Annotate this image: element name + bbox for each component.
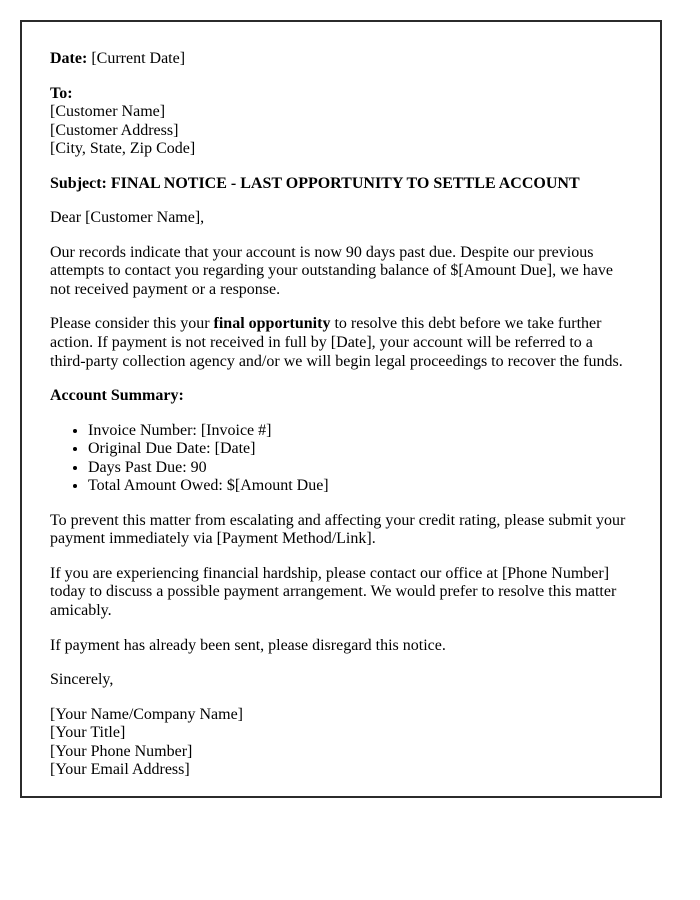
to-label: To: xyxy=(50,84,73,102)
paragraph-financial-hardship: If you are experiencing financial hardship, please contact our office at [Phone Number] today to discuss a possible payment arrangement. We would prefer to resolve this matter amicably. xyxy=(50,564,617,620)
recipient-name: [Customer Name] xyxy=(50,103,166,121)
account-summary-list xyxy=(50,422,632,496)
paragraph-credit-rating: To prevent this matter from escalating and affecting your credit rating, please submit your payment immediately via [Payment Method/Link]. xyxy=(50,511,626,548)
signature-title: [Your Title] xyxy=(50,724,126,742)
salutation: Dear [Customer Name], xyxy=(50,209,205,227)
date-value: [Current Date] xyxy=(91,50,186,67)
final-opportunity-text-post: to resolve this debt before we take further action. If payment is not received in full by [Date], your account will be referred to a third-party collection agency and/or we will begin legal proceedings to recover the funds. xyxy=(50,315,623,370)
account-summary-heading: Account Summary: xyxy=(50,387,184,405)
closing: Sincerely, xyxy=(50,671,114,689)
recipient-address: [Customer Address] xyxy=(50,121,179,139)
final-notice-letter xyxy=(20,20,662,798)
signature-phone: [Your Phone Number] xyxy=(50,742,193,760)
paragraph-overdue-notice: Our records indicate that your account is now 90 days past due. Despite our previous attempts to contact you regarding your outstanding balance of $[Amount Due], we have not received payment or a response. xyxy=(50,243,613,298)
signature-block xyxy=(50,706,632,780)
date-label: Date: xyxy=(50,50,88,67)
signature-name: [Your Name/Company Name] xyxy=(50,705,244,723)
recipient-city-state-zip: [City, State, Zip Code] xyxy=(50,140,196,158)
paragraph-disregard-notice: If payment has already been sent, please disregard this notice. xyxy=(50,636,446,654)
signature-email: [Your Email Address] xyxy=(50,761,190,779)
summary-item-invoice-number: • Invoice Number: [Invoice #] xyxy=(88,422,632,441)
final-opportunity-emphasis: final opportunity xyxy=(213,315,331,333)
summary-item-original-due-date: • Original Due Date: [Date] xyxy=(88,440,632,459)
summary-item-total-amount-owed: • Total Amount Owed: $[Amount Due] xyxy=(88,477,632,496)
paragraph-final-opportunity xyxy=(50,315,632,371)
final-opportunity-text-pre: Please consider this your xyxy=(50,315,214,333)
recipient-block xyxy=(50,85,632,159)
summary-item-days-past-due: • Days Past Due: 90 xyxy=(88,459,632,478)
date-line xyxy=(50,50,632,69)
subject-line: Subject: FINAL NOTICE - LAST OPPORTUNITY TO SETTLE ACCOUNT xyxy=(50,174,580,192)
